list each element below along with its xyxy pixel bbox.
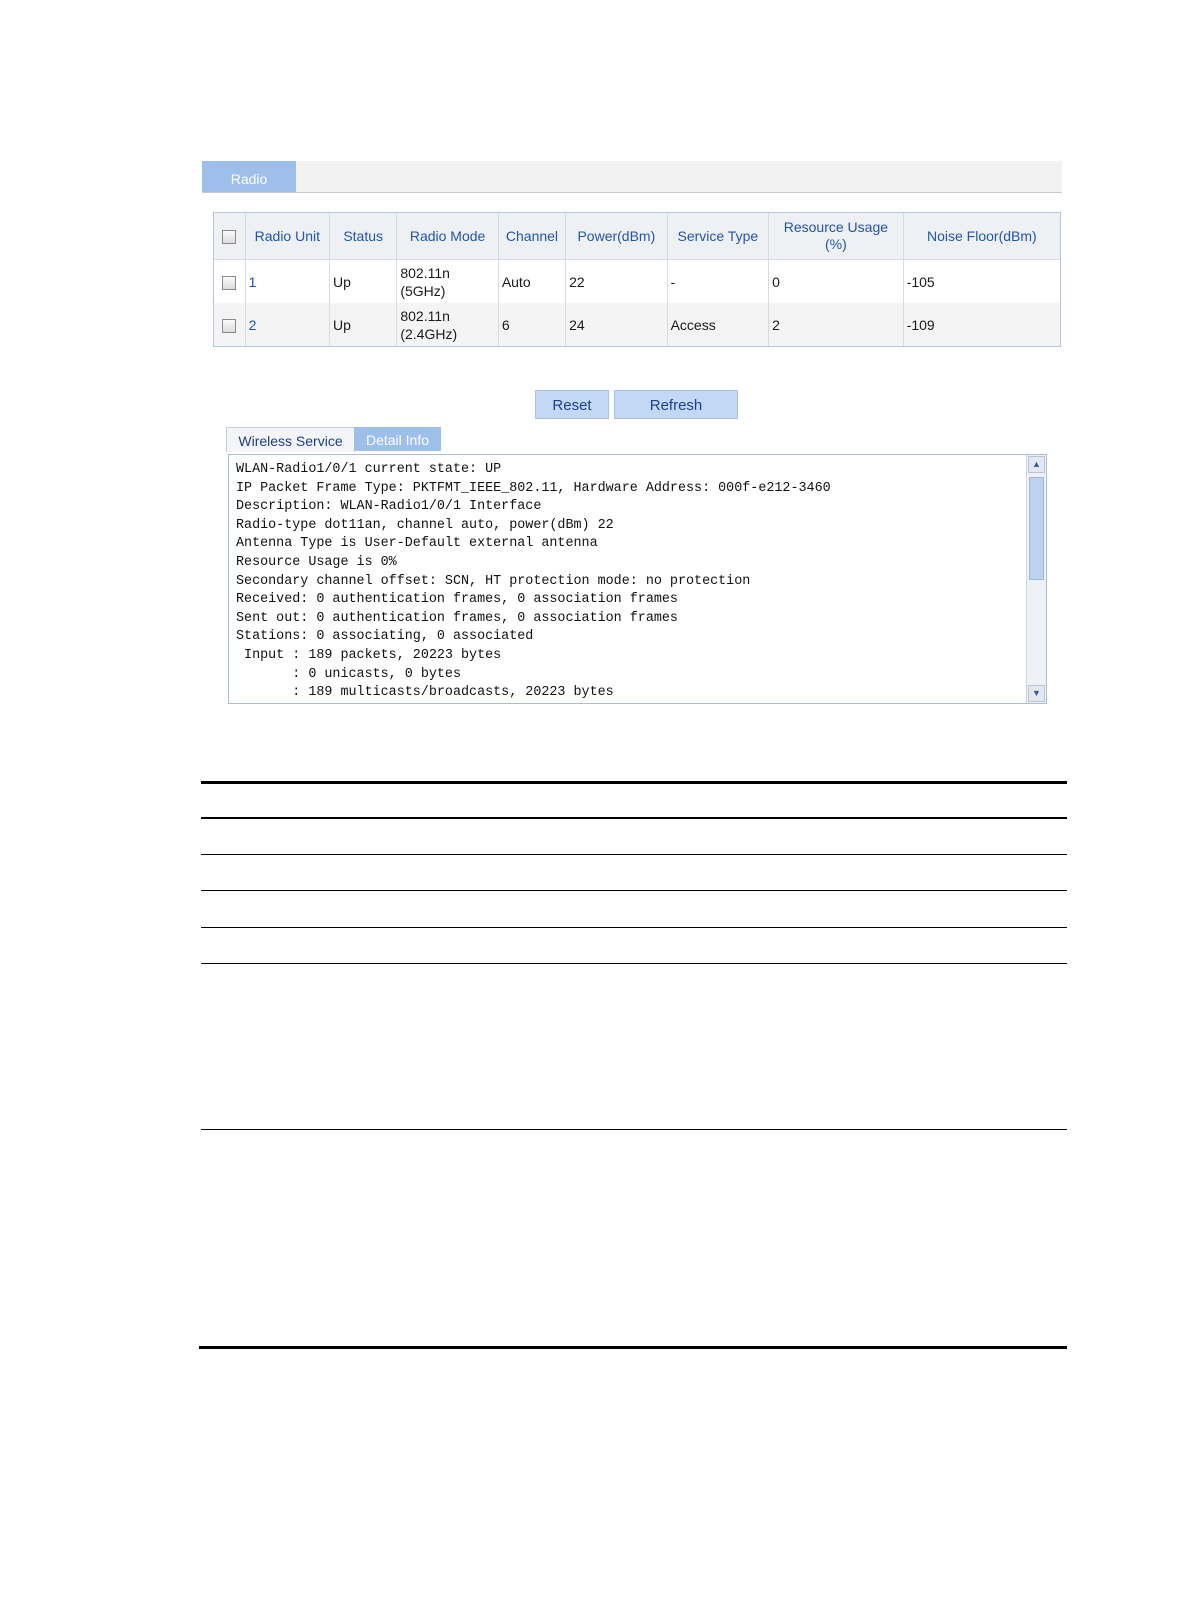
select-all-checkbox[interactable]: [222, 230, 236, 244]
scroll-down-arrow-icon[interactable]: ▼: [1028, 685, 1045, 702]
doc-table-bottom-rule: [199, 1346, 1067, 1349]
radio-tab[interactable]: Radio: [202, 161, 296, 192]
col-channel[interactable]: Channel: [498, 213, 565, 260]
channel-cell: 6: [498, 303, 565, 346]
col-power[interactable]: Power(dBm): [566, 213, 667, 260]
noise-floor-cell: -109: [903, 303, 1060, 346]
power-cell: 24: [566, 303, 667, 346]
doc-table-row-rule: [201, 963, 1067, 964]
table-row: [214, 303, 1060, 346]
doc-table-top-rule: [201, 781, 1067, 784]
row-checkbox[interactable]: [222, 319, 236, 333]
col-resource-usage[interactable]: Resource Usage (%): [769, 213, 904, 260]
radio-mode-cell: 802.11n (5GHz): [397, 260, 498, 304]
tab-detail-info[interactable]: Detail Info: [354, 427, 441, 451]
service-type-cell: -: [667, 260, 768, 304]
channel-cell: Auto: [498, 260, 565, 304]
radio-section-bar: [202, 161, 1062, 193]
radio-mode-cell: 802.11n (2.4GHz): [397, 303, 498, 346]
scroll-up-arrow-icon[interactable]: ▲: [1028, 456, 1045, 473]
table-row: [214, 260, 1060, 304]
radio-unit-link[interactable]: 2: [245, 303, 329, 346]
vertical-scrollbar[interactable]: [1026, 455, 1046, 703]
refresh-button[interactable]: Refresh: [614, 390, 738, 419]
select-all-checkbox-cell: [214, 213, 245, 260]
status-cell: Up: [330, 260, 397, 304]
doc-table-row-rule: [201, 927, 1067, 928]
tab-wireless-service[interactable]: Wireless Service: [226, 427, 355, 452]
col-service-type[interactable]: Service Type: [667, 213, 768, 260]
service-type-cell: Access: [667, 303, 768, 346]
status-cell: Up: [330, 303, 397, 346]
noise-floor-cell: -105: [906, 273, 935, 290]
radio-unit-link[interactable]: 1: [245, 260, 329, 304]
doc-table-header-rule: [201, 817, 1067, 819]
table-header-row: [214, 213, 1060, 260]
col-status[interactable]: Status: [330, 213, 397, 260]
row-checkbox[interactable]: [222, 276, 236, 290]
doc-table-row-rule: [201, 1129, 1067, 1130]
resource-usage-cell: 0: [769, 260, 904, 304]
doc-table-row-rule: [201, 890, 1067, 891]
col-noise-floor[interactable]: Noise Floor(dBm): [903, 213, 1060, 260]
doc-table-row-rule: [201, 854, 1067, 855]
col-radio-mode[interactable]: Radio Mode: [397, 213, 498, 260]
scrollbar-thumb[interactable]: [1029, 477, 1044, 580]
col-radio-unit[interactable]: Radio Unit: [245, 213, 329, 260]
power-cell: 22: [566, 260, 667, 304]
radio-table: [213, 212, 1061, 347]
detail-info-textarea[interactable]: [228, 454, 1047, 704]
resource-usage-cell: 2: [769, 303, 904, 346]
detail-info-text: WLAN-Radio1/0/1 current state: UP IP Packet Frame Type: PKTFMT_IEEE_802.11, Hardware Address: 000f-e212-3460 Description: WLAN-Radio1/0/1 Interface Radio-type dot11an, channel auto, power(dBm) 22 Antenna Type is User-Default external antenna Resource Usage is 0% Secondary channel offset: SCN, HT protection mode: no protection Received: 0 authentication frames, 0 association frames Sent out: 0 authentication frames, 0 association frames Stations: 0 associating, 0 associated Input : 189 packets, 20223 bytes : 0 unicasts, 0 bytes : 189 multicasts/broadcasts, 20223 bytes: [236, 462, 831, 701]
reset-button[interactable]: Reset: [535, 390, 609, 419]
